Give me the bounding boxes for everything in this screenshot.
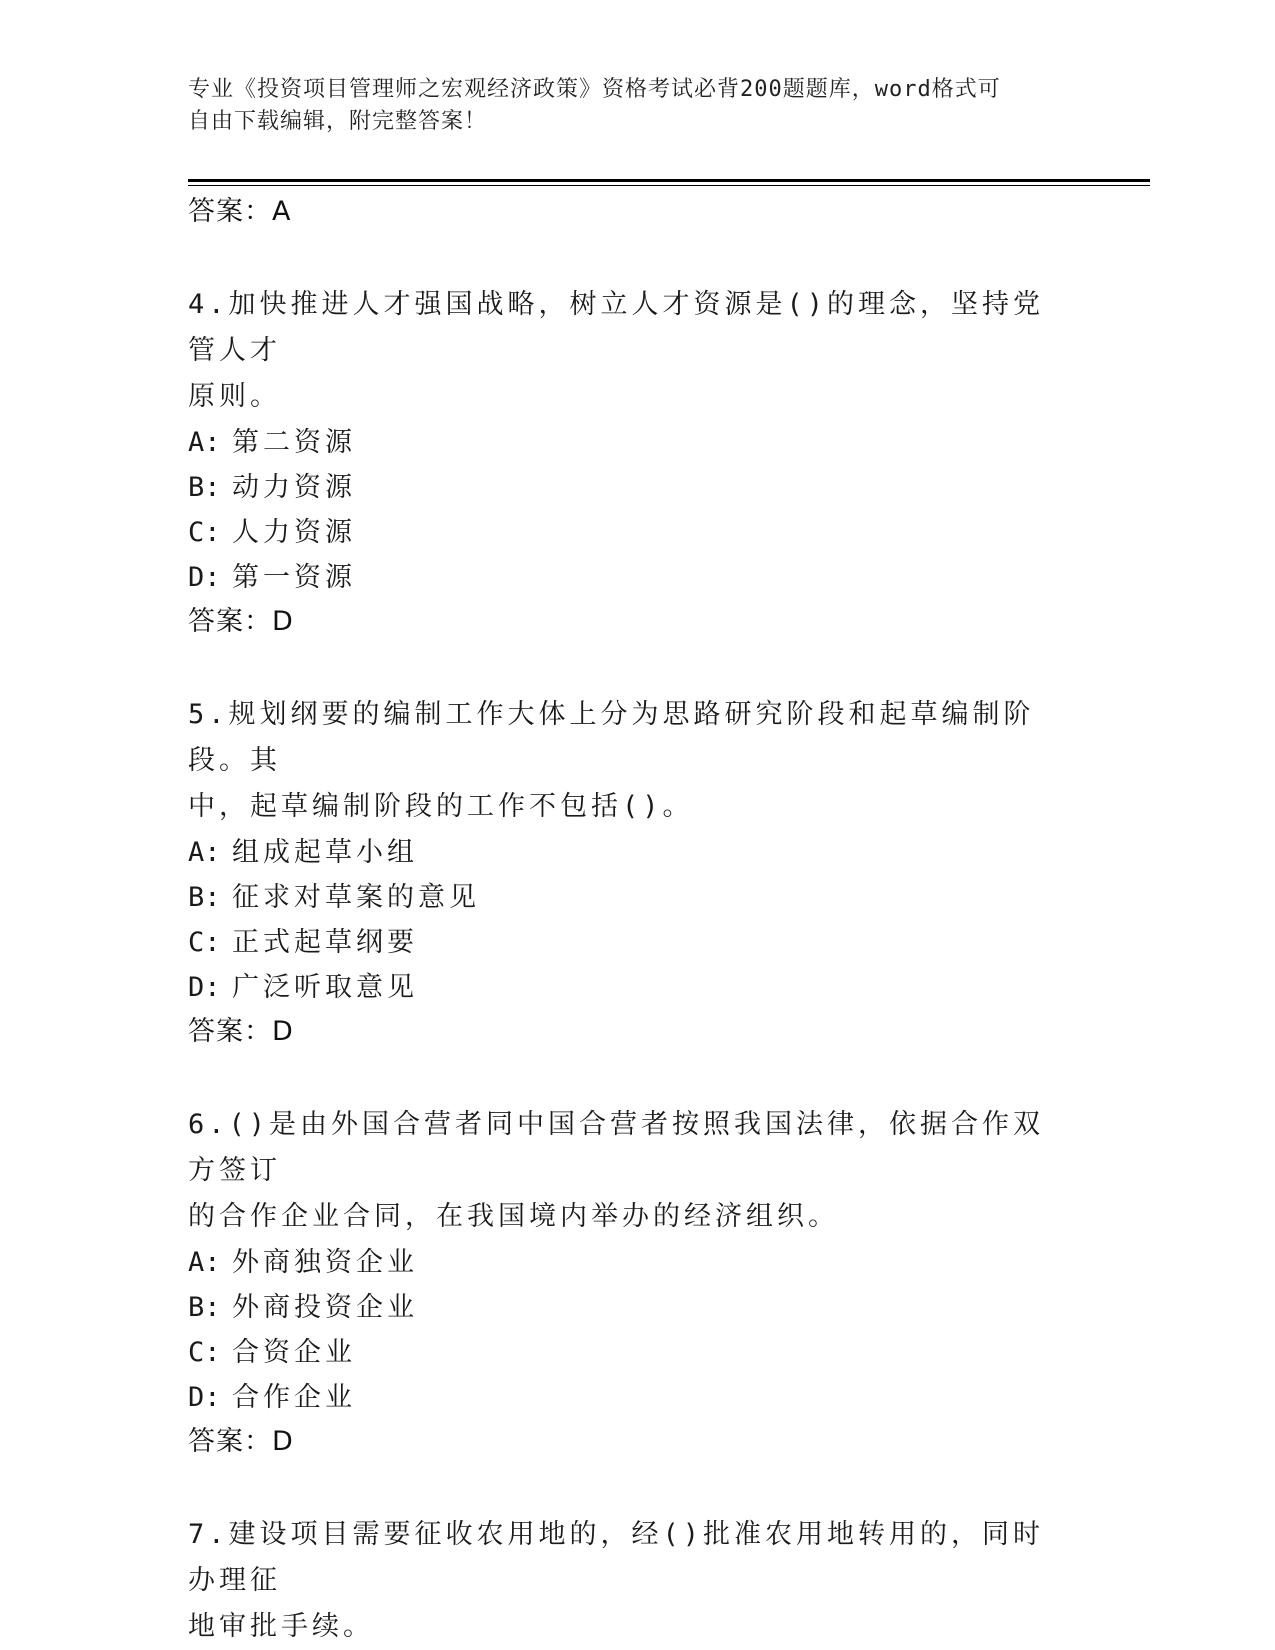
- question-stem-line: 5.规划纲要的编制工作大体上分为思路研究阶段和起草编制阶段。其: [188, 699, 1035, 776]
- option-text: 人力资源: [232, 517, 356, 548]
- option-c: [188, 1330, 1068, 1375]
- header-line-2: 自由下载编辑，附完整答案！: [188, 109, 488, 134]
- question-block: [188, 692, 1068, 1054]
- option-d: [188, 965, 1068, 1010]
- answer-line: 答案：D: [188, 606, 294, 637]
- option-text: 动力资源: [232, 472, 356, 503]
- option-text: 广泛听取意见: [232, 972, 418, 1003]
- answer-line: 答案：D: [188, 1426, 294, 1457]
- question-stem-line: 原则。: [188, 381, 281, 412]
- option-b: [188, 875, 1068, 920]
- question-stem: [188, 1102, 1068, 1240]
- option-key: A:: [188, 427, 221, 458]
- option-c: [188, 510, 1068, 555]
- option-b: [188, 465, 1068, 510]
- question-stem: [188, 692, 1068, 830]
- question-stem-line: 6.()是由外国合营者同中国合营者按照我国法律，依据合作双方签订: [188, 1109, 1045, 1186]
- question-stem-line: 中，起草编制阶段的工作不包括()。: [188, 791, 694, 822]
- option-text: 第一资源: [232, 562, 356, 593]
- option-text: 组成起草小组: [232, 837, 418, 868]
- option-d: [188, 555, 1068, 600]
- question-stem-line: 地审批手续。: [188, 1611, 374, 1642]
- option-b: [188, 1285, 1068, 1330]
- option-key: A:: [188, 837, 221, 868]
- question-stem: [188, 282, 1068, 420]
- question-block: [188, 1102, 1068, 1464]
- option-a: [188, 420, 1068, 465]
- option-a: [188, 830, 1068, 875]
- question-stem: [188, 1512, 1068, 1650]
- question-stem-line: 4.加快推进人才强国战略，树立人才资源是()的理念，坚持党管人才: [188, 289, 1045, 366]
- option-text: 合资企业: [232, 1337, 356, 1368]
- option-key: C:: [188, 1337, 221, 1368]
- question-stem-line: 7.建设项目需要征收农用地的，经()批准农用地转用的，同时办理征: [188, 1519, 1045, 1596]
- question-block: [188, 282, 1068, 644]
- option-key: D:: [188, 1382, 221, 1413]
- option-c: [188, 920, 1068, 965]
- option-text: 合作企业: [232, 1382, 356, 1413]
- option-text: 外商独资企业: [232, 1247, 418, 1278]
- header-line-1: 专业《投资项目管理师之宏观经济政策》资格考试必背200题题库，word格式可: [188, 77, 1001, 102]
- question-list: [188, 190, 1068, 1650]
- option-text: 征求对草案的意见: [232, 882, 480, 913]
- option-key: B:: [188, 882, 221, 913]
- option-key: D:: [188, 972, 221, 1003]
- option-key: C:: [188, 927, 221, 958]
- option-text: 第二资源: [232, 427, 356, 458]
- option-key: A:: [188, 1247, 221, 1278]
- option-key: C:: [188, 517, 221, 548]
- option-a: [188, 1240, 1068, 1285]
- option-text: 正式起草纲要: [232, 927, 418, 958]
- option-d: [188, 1375, 1068, 1420]
- answer-line: 答案：A: [188, 196, 292, 227]
- option-key: B:: [188, 1292, 221, 1323]
- header-divider-thick: [188, 179, 1150, 182]
- option-key: B:: [188, 472, 221, 503]
- question-stem-line: 的合作企业合同，在我国境内举办的经济组织。: [188, 1201, 839, 1232]
- option-key: D:: [188, 562, 221, 593]
- option-text: 外商投资企业: [232, 1292, 418, 1323]
- header-divider-thin: [188, 185, 1150, 186]
- question-block: [188, 1512, 1068, 1650]
- answer-line: 答案：D: [188, 1016, 294, 1047]
- document-header: [188, 74, 1068, 138]
